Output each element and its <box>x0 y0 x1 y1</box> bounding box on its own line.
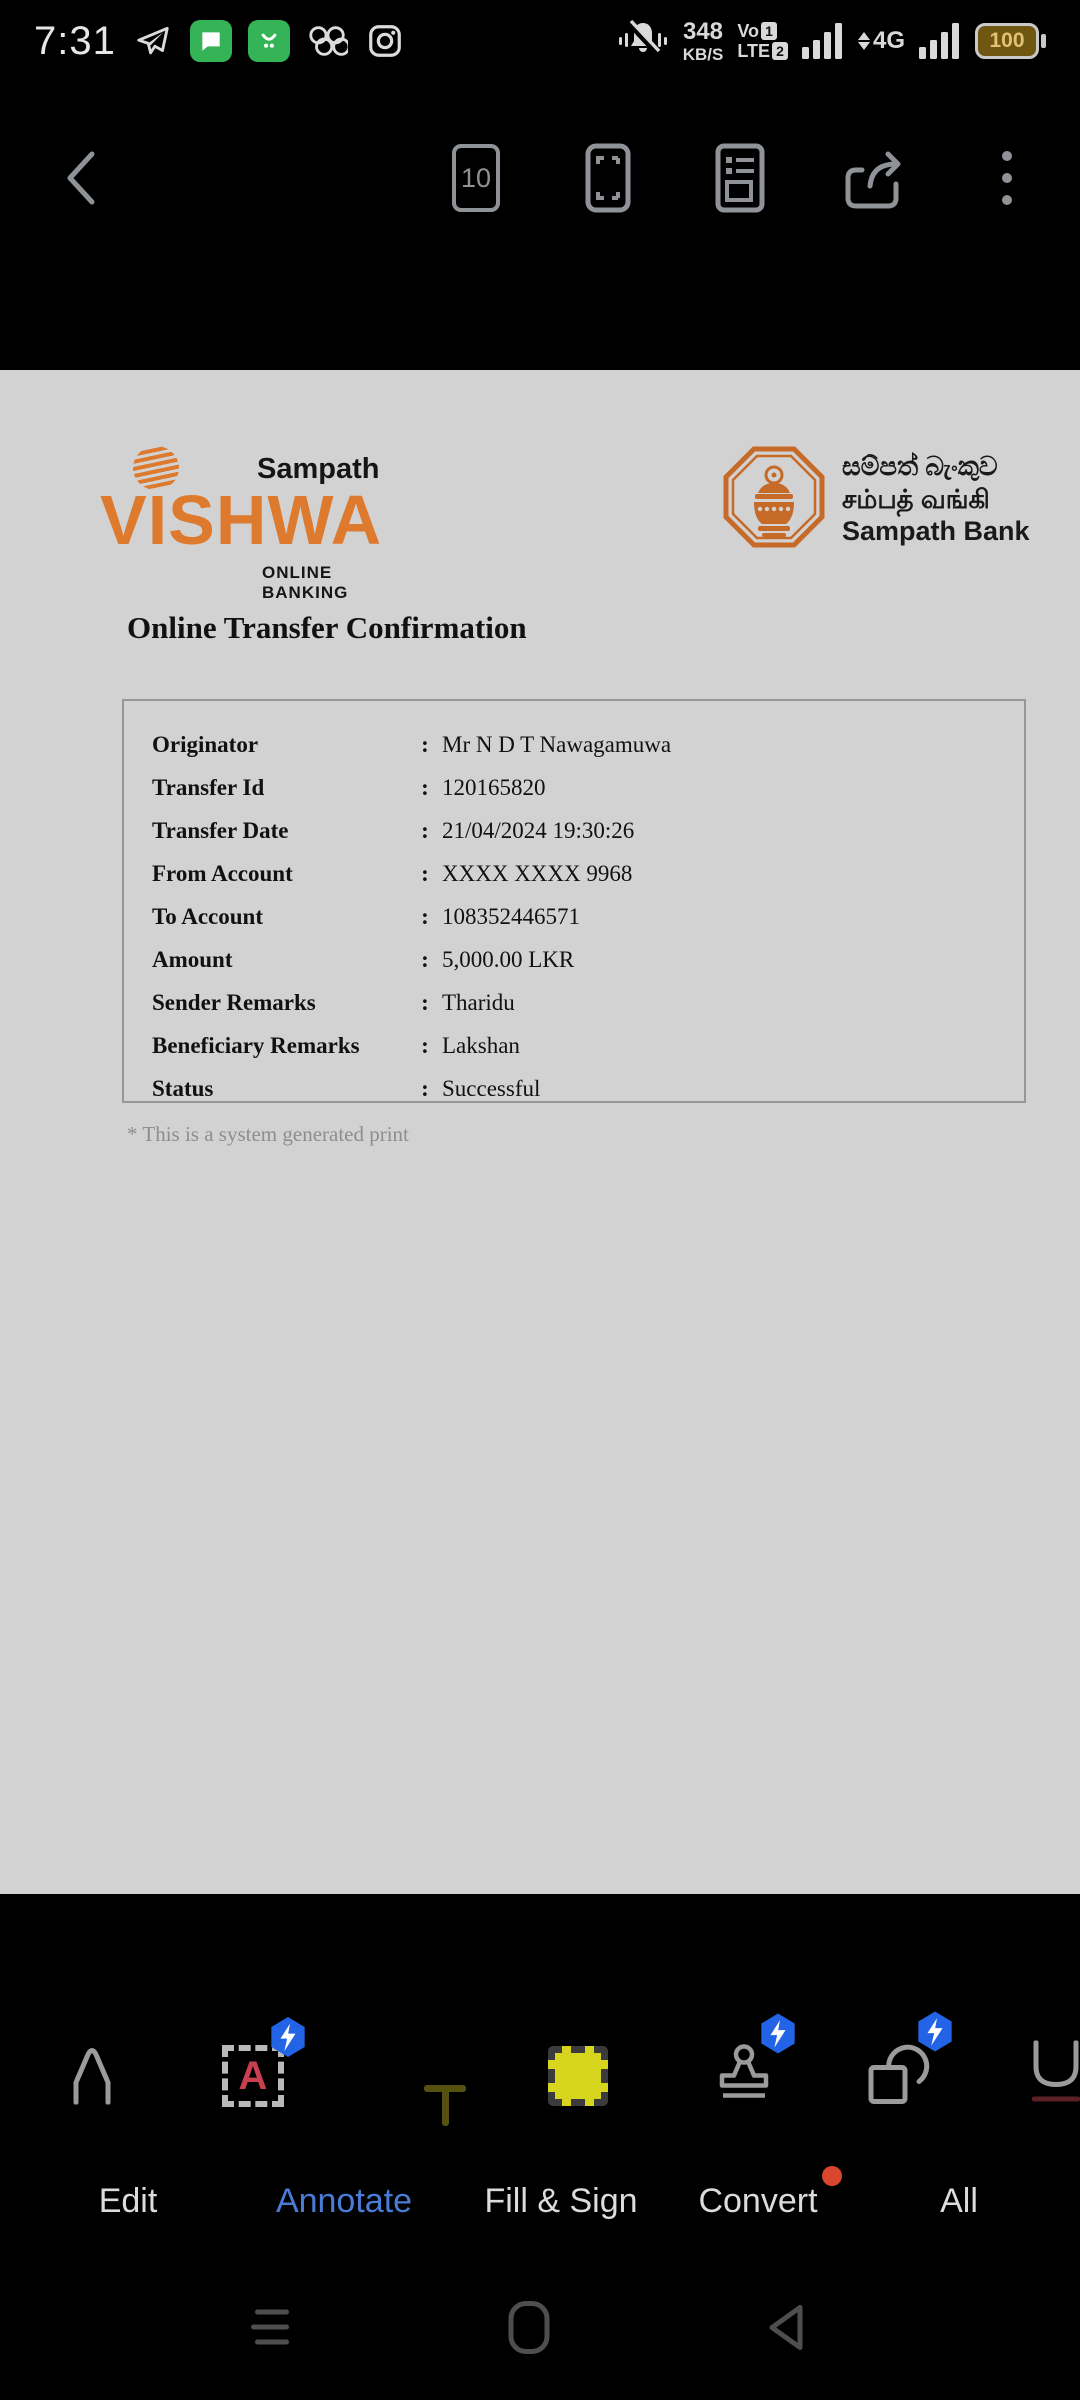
messages-icon <box>190 20 232 62</box>
page-number-label: 10 <box>460 162 492 193</box>
page-number-icon[interactable] <box>452 144 500 212</box>
back-icon[interactable] <box>54 142 110 214</box>
table-row: Transfer Id : 120165820 <box>152 774 546 800</box>
download-arrow-icon <box>858 42 870 50</box>
pen-tool-icon[interactable] <box>64 2043 120 2110</box>
bank-name-english: Sampath Bank <box>842 516 1030 547</box>
highlight-area-tool-icon[interactable] <box>548 2046 608 2106</box>
bank-name-tamil: சம்பத் வங்கி <box>842 483 990 514</box>
fit-screen-icon[interactable] <box>584 142 632 214</box>
tab-fill-and-sign[interactable]: Fill & Sign <box>484 2182 638 2220</box>
tab-all[interactable]: All <box>940 2182 978 2220</box>
system-generated-note: * This is a system generated print <box>127 1122 409 1146</box>
tab-convert[interactable]: Convert <box>698 2182 818 2220</box>
table-row: Transfer Date : 21/04/2024 19:30:26 <box>152 817 635 843</box>
green-app-icon <box>248 20 290 62</box>
table-row: To Account : 108352446571 <box>152 903 580 929</box>
sampath-octagon-icon <box>722 445 826 554</box>
outline-view-icon[interactable] <box>714 142 766 214</box>
back-nav-icon[interactable] <box>764 2303 808 2358</box>
red-a-glyph: A <box>238 2053 268 2098</box>
vishwa-brand-sub: ONLINE BANKING <box>262 563 349 602</box>
signal-bars-sim1-icon <box>802 19 844 64</box>
signal-bars-sim2-icon <box>919 19 961 64</box>
table-row: Beneficiary Remarks : Lakshan <box>152 1032 520 1058</box>
instagram-icon <box>364 20 406 62</box>
vishwa-brand-main: VISHWA <box>100 481 383 559</box>
notifications-muted-icon <box>617 17 669 66</box>
table-row: Originator : Mr N D T Nawagamuwa <box>152 731 672 757</box>
stamp-tool-icon[interactable] <box>710 2042 774 2111</box>
ai-badge-icon <box>758 2012 798 2056</box>
network-type: 4G <box>858 27 905 55</box>
document-page[interactable] <box>0 370 1080 1894</box>
upload-arrow-icon <box>858 32 870 40</box>
overflow-menu-icon[interactable] <box>997 142 1017 214</box>
share-icon[interactable] <box>836 140 912 216</box>
table-row: Sender Remarks : Tharidu <box>152 989 515 1015</box>
clock: 7:31 <box>34 18 116 63</box>
home-icon[interactable] <box>507 2300 551 2361</box>
underline-tool-icon[interactable] <box>1026 2041 1080 2112</box>
convert-badge-dot <box>822 2166 842 2186</box>
rotate-convert-tool-icon[interactable] <box>863 2040 931 2113</box>
table-row: Status : Successful <box>152 1075 541 1101</box>
status-bar <box>0 0 1080 82</box>
telegram-icon <box>132 20 174 62</box>
ai-badge-icon <box>268 2015 308 2059</box>
tab-annotate[interactable]: Annotate <box>275 2182 413 2220</box>
tab-edit[interactable]: Edit <box>98 2182 158 2220</box>
sampath-bank-logo <box>722 445 1030 554</box>
page-title: Online Transfer Confirmation <box>127 610 527 645</box>
transfer-details-table <box>122 699 1026 1103</box>
ai-badge-icon <box>915 2010 955 2054</box>
volte-indicator: Vo 1 LTE 2 <box>737 22 788 60</box>
vishwa-brand-top: Sampath <box>257 453 380 485</box>
battery-icon: 100 <box>975 23 1046 59</box>
vishwa-logo <box>95 438 395 618</box>
table-row: From Account : XXXX XXXX 9968 <box>152 860 633 886</box>
recents-icon[interactable] <box>249 2307 295 2354</box>
network-speed: 348 KB/S <box>682 17 724 64</box>
table-row: Amount : 5,000.00 LKR <box>152 946 575 972</box>
rings-icon <box>306 20 348 62</box>
text-recognition-tool-icon[interactable] <box>222 2045 284 2107</box>
bank-name-sinhala: සම්පත් බැංකුව <box>842 451 998 482</box>
